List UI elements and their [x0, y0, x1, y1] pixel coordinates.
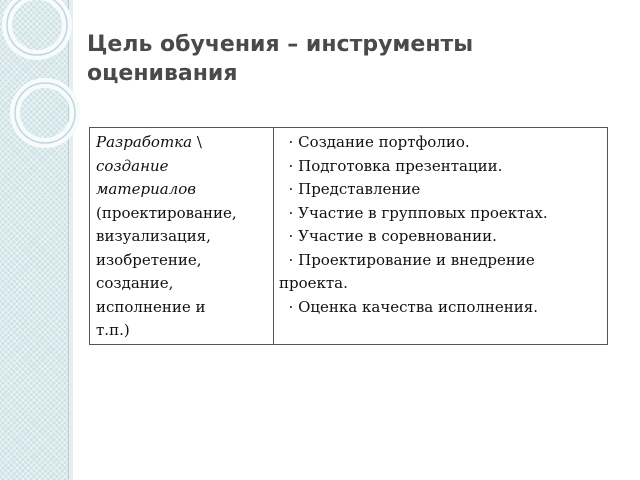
bullet-icon: · [288, 297, 294, 316]
title-line-2: оценивания [87, 61, 238, 86]
list-item [279, 178, 602, 202]
category-heading-line-1 [96, 131, 268, 155]
assessment-table [89, 127, 608, 345]
category-heading-line-3: материалов [96, 180, 196, 198]
category-detail-line: изобретение, [96, 250, 202, 269]
list-item [279, 131, 602, 155]
category-detail-line: т.п.) [96, 321, 130, 339]
bullet-icon: · [288, 156, 294, 175]
category-heading-line-2: создание [96, 156, 169, 175]
content-table-wrap [89, 127, 608, 345]
list-item-text: Участие в соревновании. [298, 227, 497, 245]
list-item [279, 249, 602, 296]
tools-cell [274, 128, 608, 345]
category-detail-line: визуализация, [96, 227, 211, 245]
list-item [279, 225, 602, 249]
table-row [90, 128, 608, 345]
bullet-icon: · [288, 203, 294, 222]
list-item-text: Создание портфолио. [298, 133, 470, 151]
list-item [279, 202, 602, 226]
category-detail-line: создание, [96, 274, 174, 292]
list-item-text: Подготовка презентации. [298, 156, 503, 175]
list-item [279, 296, 602, 320]
list-item-text: Проектирование и внедрение проекта. [279, 250, 535, 292]
bullet-icon: · [288, 227, 294, 245]
list-item-text: Участие в групповых проектах. [298, 203, 548, 222]
bullet-icon: · [288, 180, 294, 198]
list-item [279, 155, 602, 179]
bullet-icon: · [288, 133, 294, 151]
category-heading-italic: Разработка [96, 133, 193, 151]
category-detail-line: (проектирование, [96, 203, 237, 222]
bullet-icon: · [288, 250, 294, 269]
decorative-circle-mid-outline [15, 83, 75, 143]
category-separator: \ [192, 133, 202, 151]
category-cell [90, 128, 274, 345]
list-item-text: Представление [298, 180, 421, 198]
category-detail-line: исполнение и [96, 297, 206, 316]
list-item-text: Оценка качества исполнения. [298, 297, 539, 316]
page-title [87, 30, 607, 88]
title-line-1: Цель обучения – инструменты [87, 32, 474, 57]
